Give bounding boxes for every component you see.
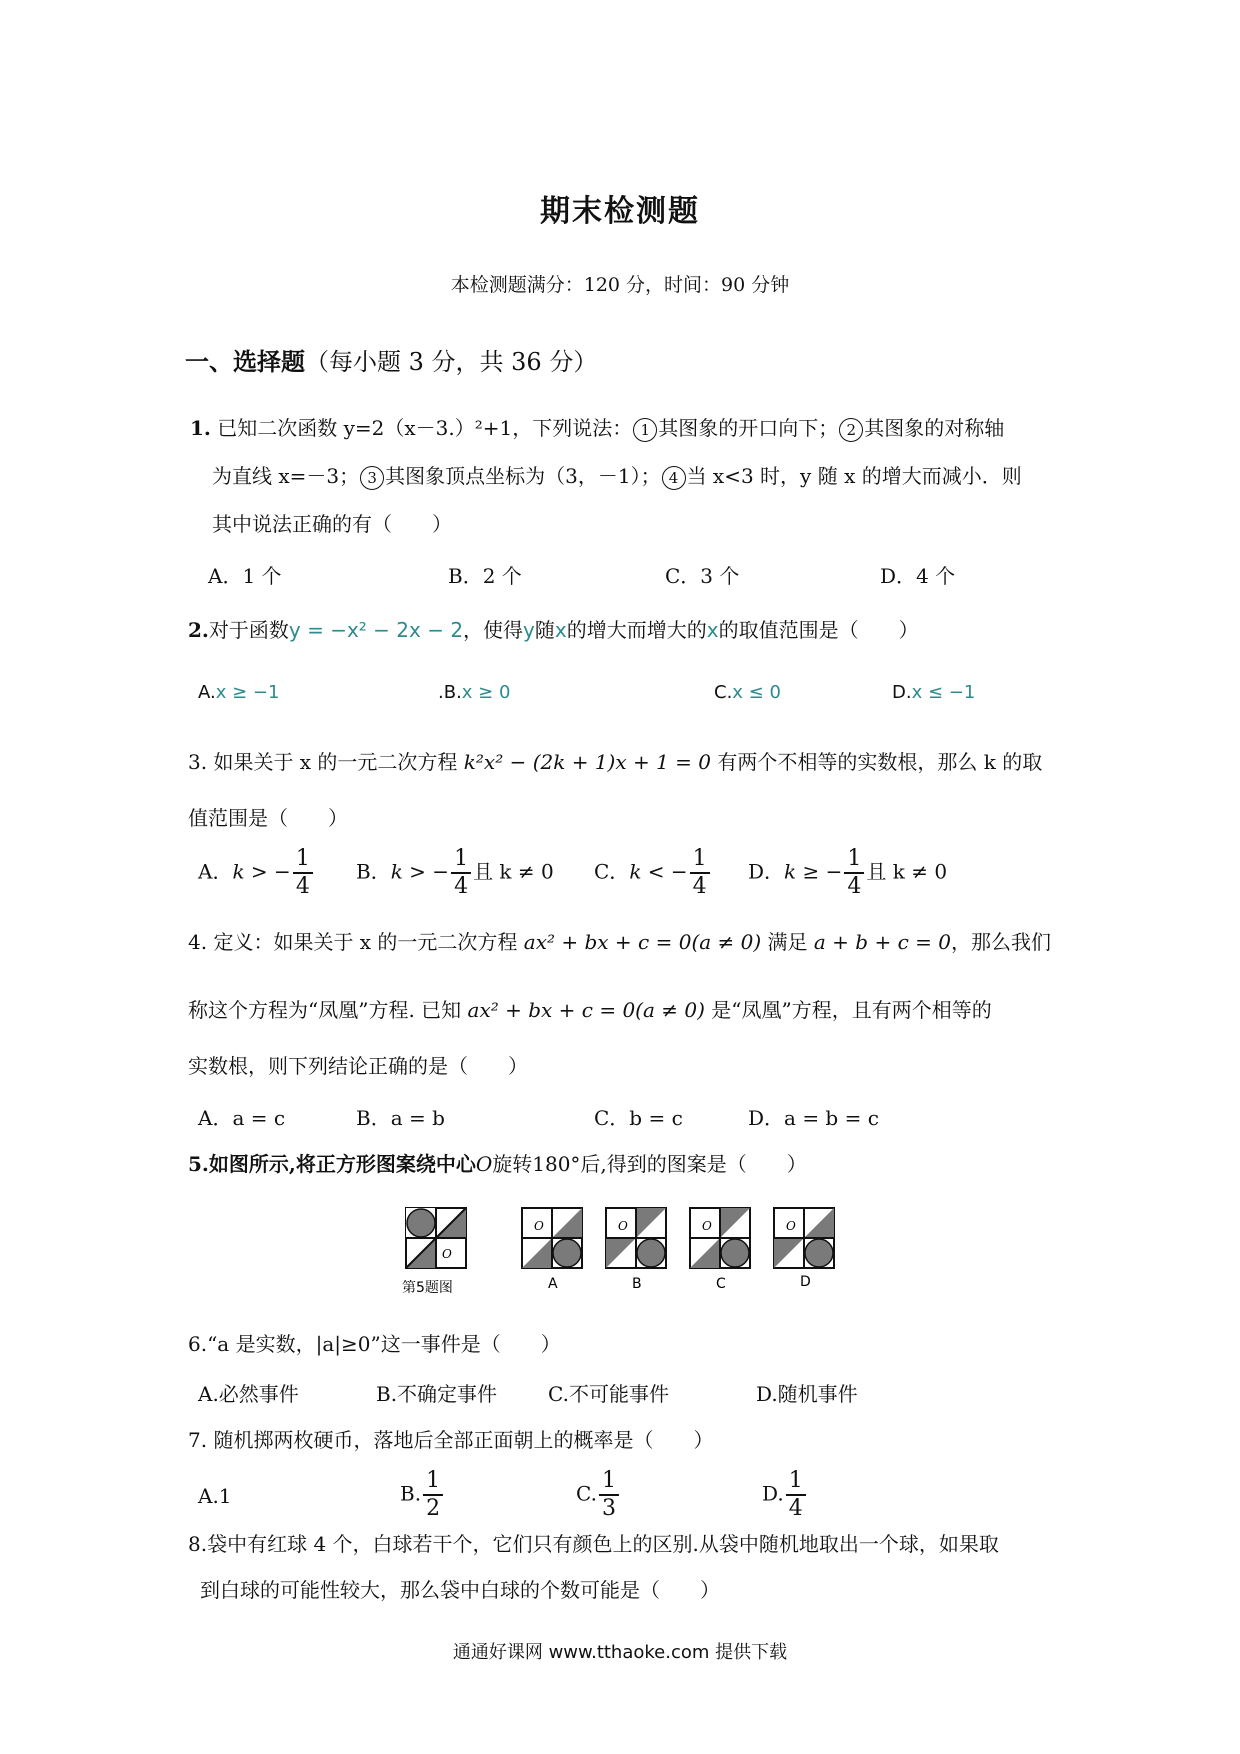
q2-var: y: [523, 618, 535, 642]
option-c[interactable]: C.不可能事件: [548, 1382, 669, 1406]
option-c[interactable]: [714, 682, 781, 703]
fraction: [599, 1470, 619, 1520]
option-b[interactable]: B．a = b: [356, 1106, 445, 1130]
figure-option-d[interactable]: [774, 1208, 834, 1268]
q1-statement: 其图象的对称轴: [864, 416, 1005, 440]
question-2: [188, 616, 919, 644]
option-a[interactable]: A．a = c: [198, 1106, 286, 1130]
numerator: 1: [786, 1470, 806, 1496]
question-7: 7. 随机掷两枚硬币，落地后全部正面朝上的概率是（ ）: [188, 1428, 714, 1452]
q2-text: 随: [534, 618, 555, 642]
figure-option-b[interactable]: [606, 1208, 666, 1268]
option-c[interactable]: C．b = c: [594, 1106, 683, 1130]
q4-text: 称这个方程为“凤凰”方程. 已知: [188, 998, 468, 1022]
option-d[interactable]: [762, 1470, 808, 1520]
numerator: 1: [690, 848, 710, 874]
q2-text: 的增大而增大的: [566, 618, 707, 642]
option-math: x ≤ −1: [911, 682, 976, 703]
option-label: B．: [356, 859, 391, 884]
q2-function: y = −x² − 2x − 2: [288, 618, 464, 642]
option-condition: 且 k ≠ 0: [473, 859, 554, 884]
fraction: [451, 848, 471, 898]
q1-text: 已知二次函数: [217, 416, 344, 440]
center-o-label: O: [534, 1219, 544, 1233]
q1-text: 为直线 x=－3；: [212, 464, 360, 488]
q4-text: 4. 定义：如果关于 x 的一元二次方程: [188, 930, 524, 954]
q5-text: 5.如图所示,将正方形图案绕中心: [188, 1152, 476, 1176]
option-label: C.: [714, 682, 733, 703]
denominator: 4: [788, 1496, 803, 1521]
q5-figure: [400, 1206, 860, 1306]
option-label: .B.: [438, 682, 462, 703]
question-number: 2.: [188, 618, 209, 642]
q3-text: 有两个不相等的实数根，那么 k 的取: [711, 750, 1043, 774]
option-math: k > −: [390, 859, 450, 884]
option-label: B.: [400, 1481, 422, 1506]
figure-option-a[interactable]: [522, 1208, 582, 1268]
question-6: 6.“a 是实数，|a|≥0”这一事件是（ ）: [188, 1332, 561, 1356]
option-d[interactable]: [748, 848, 947, 898]
q4-text: 是“凤凰”方程，且有两个相等的: [704, 998, 992, 1022]
option-label: C.: [576, 1481, 597, 1506]
fraction: [786, 1470, 806, 1520]
denominator: 4: [295, 874, 310, 899]
denominator: 4: [454, 874, 469, 899]
option-math: k < −: [629, 859, 688, 884]
option-a[interactable]: [198, 848, 315, 898]
circled-number: 3: [360, 466, 384, 490]
q2-var: x: [554, 618, 567, 642]
option-a[interactable]: A．1 个: [208, 564, 282, 588]
q5-center-label: O: [475, 1152, 493, 1176]
q1-statement: 其图象顶点坐标为（3，－1）；: [385, 464, 661, 488]
option-d[interactable]: D．4 个: [880, 564, 956, 588]
denominator: 4: [692, 874, 707, 899]
option-d[interactable]: D．a = b = c: [748, 1106, 879, 1130]
denominator: 2: [426, 1496, 441, 1521]
center-o-label: O: [786, 1219, 796, 1233]
option-b[interactable]: B.不确定事件: [376, 1382, 498, 1406]
fraction: [423, 1470, 443, 1520]
section-title: 一、选择题: [185, 348, 305, 376]
q3-equation: k²x² − (2k + 1)x + 1 = 0: [463, 750, 712, 774]
option-label: D．: [748, 859, 785, 884]
section-heading: [185, 342, 597, 377]
figure-option-label: C: [716, 1276, 726, 1292]
q4-equation: a + b + c = 0: [813, 930, 951, 954]
option-c[interactable]: [594, 848, 712, 898]
option-c[interactable]: C．3 个: [665, 564, 740, 588]
option-b[interactable]: [400, 1470, 445, 1520]
numerator: 1: [844, 848, 864, 874]
fraction: [690, 848, 710, 898]
center-o-label: O: [442, 1247, 452, 1261]
q2-text: 的取值范围是（ ）: [718, 618, 919, 642]
question-4-line-1: [188, 928, 1051, 956]
question-8-line-1: 8.袋中有红球 4 个，白球若干个，它们只有颜色上的区别.从袋中随机地取出一个球，如果取: [188, 1532, 999, 1556]
circled-number: 4: [662, 466, 686, 490]
q3-text: 3. 如果关于 x 的一元二次方程: [188, 750, 464, 774]
question-1-line-2: [212, 462, 1022, 490]
option-d[interactable]: [892, 682, 975, 703]
option-math: k ≥ −: [784, 859, 843, 884]
option-label: D.: [892, 682, 912, 703]
q4-text: 满足: [761, 930, 814, 954]
footer-source: 通通好课网 www.tthaoke.com 提供下载: [452, 1642, 788, 1663]
q4-equation: ax² + bx + c = 0(a ≠ 0): [523, 930, 762, 954]
question-1-line-1: [190, 414, 1004, 442]
figure-caption: 第5题图: [402, 1280, 453, 1296]
q4-equation: ax² + bx + c = 0(a ≠ 0): [467, 998, 705, 1022]
question-5: [188, 1150, 807, 1178]
denominator: 4: [847, 874, 862, 899]
q2-text: ，使得: [463, 618, 524, 642]
option-label: A.: [198, 682, 216, 703]
option-b[interactable]: [356, 848, 554, 898]
q2-text: 对于函数: [208, 618, 289, 642]
option-math: x ≥ −1: [215, 682, 280, 703]
circled-number: 2: [839, 418, 863, 442]
exam-info: 本检测题满分：120 分，时间：90 分钟: [450, 274, 790, 296]
fraction: [844, 848, 864, 898]
option-math: x ≥ 0: [461, 682, 511, 703]
option-label: C．: [594, 859, 630, 884]
q1-text: ，下列说法：: [512, 416, 633, 440]
fraction: [293, 848, 313, 898]
question-8-line-2: 到白球的可能性较大，那么袋中白球的个数可能是（ ）: [200, 1578, 720, 1602]
option-condition: 且 k ≠ 0: [866, 859, 948, 884]
question-1-line-3: 其中说法正确的有（ ）: [212, 512, 452, 536]
question-3-line-1: [188, 748, 1042, 776]
figure-option-label: D: [800, 1274, 811, 1290]
figure-option-label: B: [632, 1276, 642, 1292]
question-number: 1.: [190, 416, 211, 440]
question-3-line-2: 值范围是（ ）: [188, 806, 348, 830]
option-label: A．: [198, 859, 233, 884]
q5-text: 旋转180°后,得到的图案是（ ）: [492, 1152, 807, 1176]
center-o-label: O: [702, 1219, 712, 1233]
original-pattern: [406, 1208, 466, 1268]
circled-number: 1: [633, 418, 657, 442]
option-label: D.: [762, 1481, 784, 1506]
denominator: 3: [601, 1496, 616, 1521]
figure-option-label: A: [548, 1276, 558, 1292]
option-c[interactable]: [576, 1470, 621, 1520]
option-d[interactable]: D.随机事件: [756, 1382, 858, 1406]
center-o-label: O: [618, 1219, 628, 1233]
q1-function: y=2（x－3.）²+1: [343, 416, 513, 440]
page-title: 期末检测题: [540, 194, 700, 229]
option-a[interactable]: [198, 682, 279, 703]
q1-statement: 其图象的开口向下；: [658, 416, 839, 440]
option-b[interactable]: [438, 682, 510, 703]
question-4-line-3: 实数根，则下列结论正确的是（ ）: [188, 1054, 528, 1078]
q1-statement: 当 x<3 时，y 随 x 的增大而减小．则: [686, 464, 1022, 488]
option-math: k > −: [232, 859, 291, 884]
option-a[interactable]: A.1: [198, 1484, 232, 1508]
question-4-line-2: [188, 996, 992, 1024]
option-b[interactable]: B．2 个: [448, 564, 522, 588]
numerator: 1: [451, 848, 471, 874]
numerator: 1: [599, 1470, 619, 1496]
q4-text: ，那么我们: [950, 930, 1051, 954]
section-note: （每小题 3 分，共 36 分）: [305, 348, 598, 376]
option-math: x ≤ 0: [732, 682, 781, 703]
numerator: 1: [293, 848, 313, 874]
q2-var: x: [706, 618, 719, 642]
numerator: 1: [423, 1470, 443, 1496]
option-a[interactable]: A.必然事件: [198, 1382, 299, 1406]
figure-option-c[interactable]: [690, 1208, 750, 1268]
